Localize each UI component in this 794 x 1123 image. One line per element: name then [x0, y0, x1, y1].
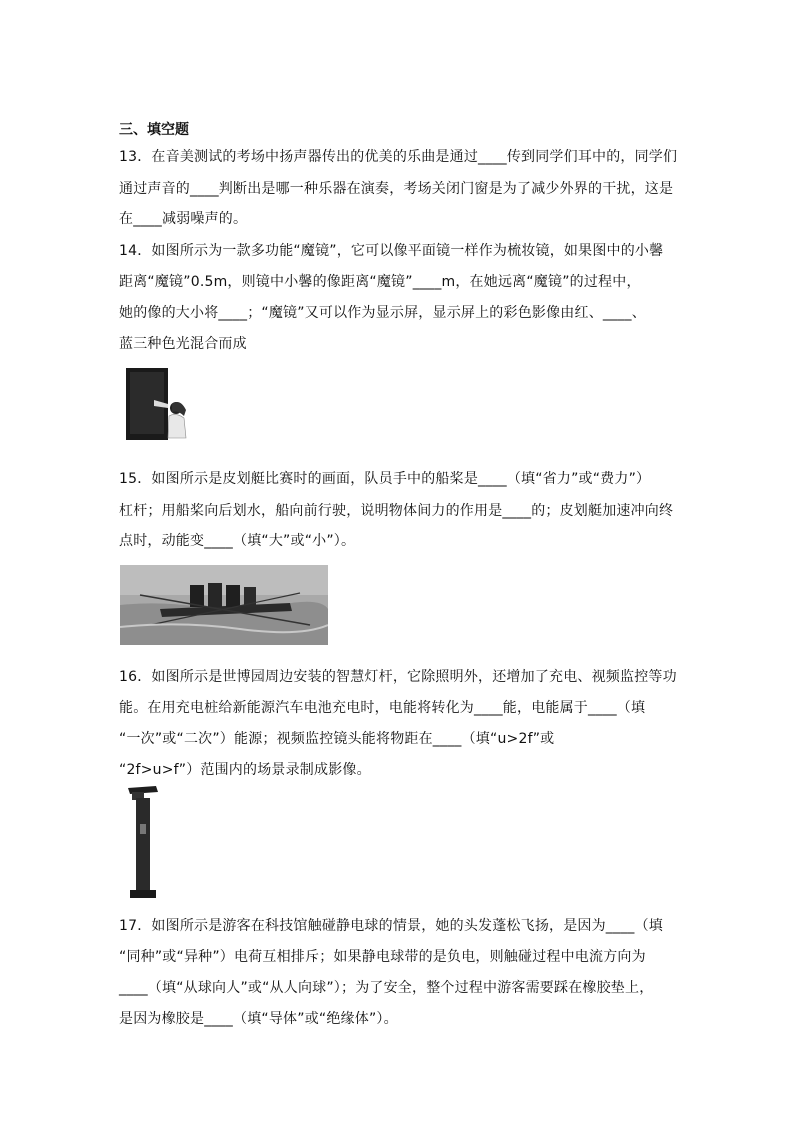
question-17-line-1: 17．如图所示是游客在科技馆触碰静电球的情景，她的头发蓬松飞扬，是因为____（填 [119, 918, 664, 934]
question-14-line-4: 蓝三种色光混合而成 [119, 336, 247, 352]
smart-lamp-post-image [120, 784, 164, 902]
question-17-line-3: ____（填“从球向人”或“从人向球”）；为了安全，整个过程中游客需要踩在橡胶垫上， [119, 980, 654, 996]
question-16-line-1: 16．如图所示是世博园周边安装的智慧灯杆，它除照明外，还增加了充电、视频监控等功 [119, 669, 677, 685]
question-16-line-4: “2f>u>f”）范围内的场景录制成影像。 [119, 762, 371, 778]
magic-mirror-image [124, 366, 194, 442]
question-13-line-3: 在____减弱噪声的。 [119, 211, 248, 227]
question-13-line-1: 13．在音美测试的考场中扬声器传出的优美的乐曲是通过____传到同学们耳中的，同学们 [119, 149, 678, 165]
question-14-line-1: 14．如图所示为一款多功能“魔镜”，它可以像平面镜一样作为梳妆镜，如果图中的小馨 [119, 243, 664, 259]
question-17-line-4: 是因为橡胶是____（填“导体”或“绝缘体”）。 [119, 1011, 398, 1027]
question-15-line-2: 杠杆；用船桨向后划水，船向前行驶，说明物体间力的作用是____的；皮划艇加速冲向终 [119, 503, 674, 519]
question-15-line-1: 15．如图所示是皮划艇比赛时的画面，队员手中的船桨是____（填“省力”或“费力”） [119, 471, 651, 487]
question-17-line-2: “同种”或“异种”）电荷互相排斥；如果静电球带的是负电，则触碰过程中电流方向为 [119, 949, 646, 965]
question-13-line-2: 通过声音的____判断出是哪一种乐器在演奏，考场关闭门窗是为了减少外界的干扰，这是 [119, 181, 674, 197]
question-15-line-3: 点时，动能变____（填“大”或“小”）。 [119, 533, 356, 549]
section-title: 三、填空题 [119, 122, 189, 138]
question-14-line-3: 她的像的大小将____；“魔镜”又可以作为显示屏，显示屏上的彩色影像由红、____、 [119, 305, 646, 321]
question-16-line-2: 能。在用充电桩给新能源汽车电池充电时，电能将转化为____能，电能属于____（填 [119, 700, 646, 716]
question-14-line-2: 距离“魔镜”0.5m，则镜中小馨的像距离“魔镜”____m，在她远离“魔镜”的过程中， [119, 274, 641, 290]
kayak-race-image [120, 565, 328, 645]
question-16-line-3: “一次”或“二次”）能源；视频监控镜头能将物距在____（填“u>2f”或 [119, 731, 555, 747]
